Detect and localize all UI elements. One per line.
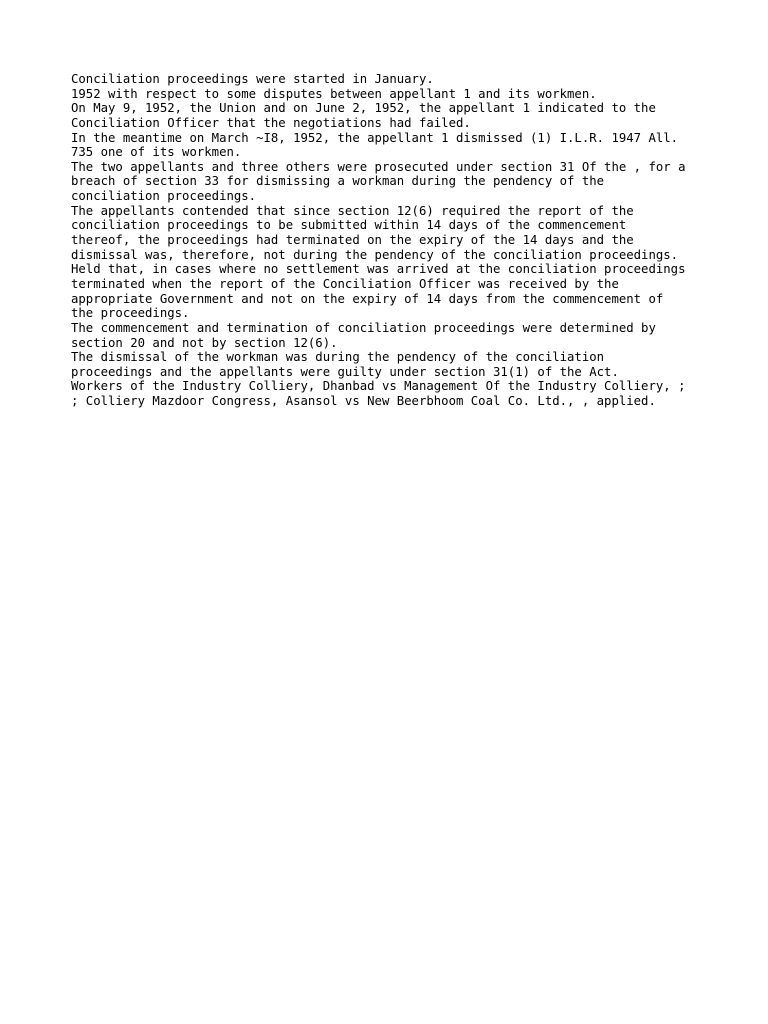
text-line: Conciliation proceedings were started in January.	[71, 72, 434, 86]
text-line: thereof, the proceedings had terminated on the expiry of the 14 days and the	[71, 233, 634, 248]
text-line: dismissal was, therefore, not during the pendency of the conciliation proceedings.	[71, 247, 679, 262]
text-line: ; Colliery Mazdoor Congress, Asansol vs New Beerbhoom Coal Co. Ltd., , applied.	[71, 394, 656, 409]
text-line: 735 one of its workmen.	[71, 145, 242, 160]
text-line: section 20 and not by section 12(6).	[71, 335, 338, 350]
text-line: The dismissal of the workman was during the pendency of the conciliation	[71, 350, 605, 365]
document-body	[71, 72, 751, 409]
text-line: proceedings and the appellants were guilty under section 31(1) of the Act.	[71, 364, 619, 379]
text-line: Held that, in cases where no settlement was arrived at the conciliation proceedings	[71, 262, 686, 277]
text-line: In the meantime on March ~I8, 1952, the appellant 1 dismissed (1) I.L.R. 1947 All.	[71, 130, 679, 145]
text-line: The appellants contended that since section 12(6) required the report of the	[71, 203, 634, 218]
text-line: appropriate Government and not on the expiry of 14 days from the commencement of	[71, 291, 664, 306]
text-line: On May 9, 1952, the Union and on June 2, 1952, the appellant 1 indicated to the	[71, 101, 656, 116]
text-line: Workers of the Industry Colliery, Dhanbad vs Management Of the Industry Colliery, ;	[71, 379, 686, 394]
text-line: the proceedings.	[71, 306, 190, 321]
text-line: terminated when the report of the Conciliation Officer was received by the	[71, 276, 619, 291]
text-line: Conciliation Officer that the negotiations had failed.	[71, 115, 471, 130]
text-line: 1952 with respect to some disputes between appellant 1 and its workmen.	[71, 86, 597, 101]
text-line: breach of section 33 for dismissing a workman during the pendency of the	[71, 174, 605, 189]
text-line: conciliation proceedings.	[71, 189, 257, 204]
text-line: The two appellants and three others were prosecuted under section 31 Of the , for a	[71, 159, 686, 174]
text-line: The commencement and termination of conciliation proceedings were determined by	[71, 320, 656, 335]
text-line: conciliation proceedings to be submitted within 14 days of the commencement	[71, 218, 627, 233]
